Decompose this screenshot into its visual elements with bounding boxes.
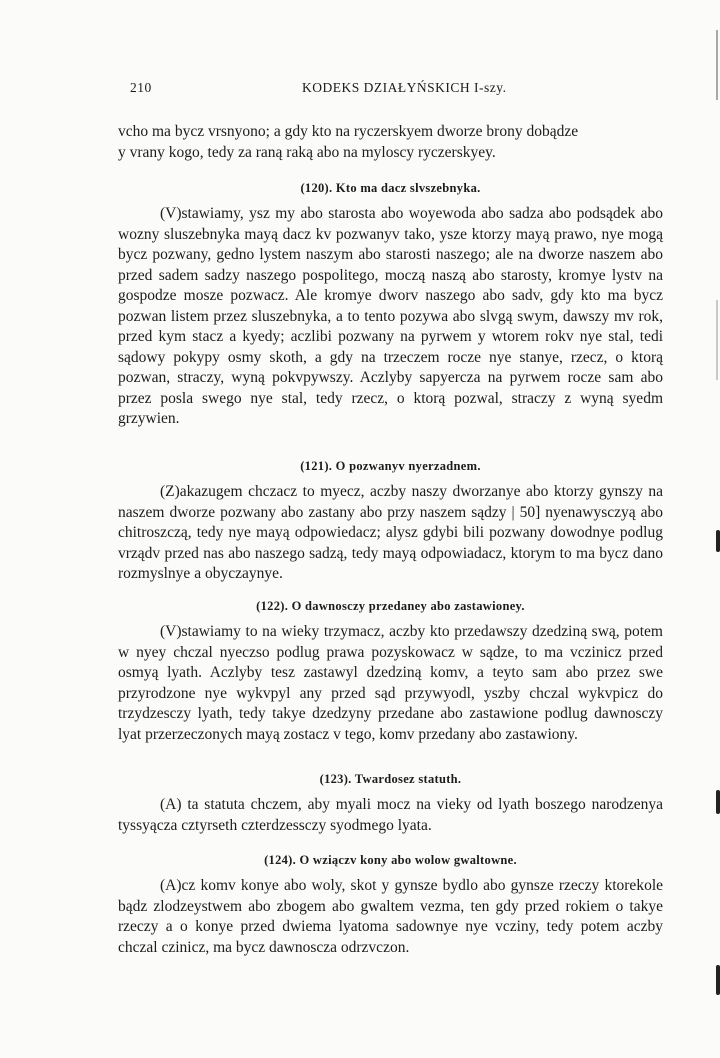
section-heading: (122). O dawnosczy przedaney abo zastawioney. — [256, 599, 525, 613]
section-heading: (120). Kto ma dacz slvszebnyka. — [300, 181, 481, 195]
section-120 — [118, 180, 663, 430]
page-edge-line — [716, 300, 718, 380]
page-edge-line — [716, 30, 718, 100]
section-text: (A)cz komv konye abo woly, skot y gynsze bydlo abo gynsze rzeczy ktorekole bądz zlodzeystwem abo zbogem abo gwaltem vezma, ten gdy przed rokiem o takye rzeczy a o konye przed dwiema lyatoma sadownye nye vcziny, tedy potem aczby chczal czinicz, ma bycz dawnoscza odrzvczon. — [118, 877, 663, 956]
page-edge-mark — [716, 530, 720, 552]
section-122 — [118, 598, 663, 745]
section-text: (V)stawiamy, ysz my abo starosta abo woyewoda abo sadza abo podsądek abo wozny sluszebnyka mayą dacz kv pozwanyv tako, ysze ktorzy mayą prawo, nye mogą bycz pozwany, gedno lystem naszym abo starosti naszego; ale na dworze naszem abo przed sadem sadzy naszego pospolitego, moczą naszą abo starosty, kromye lystv na gospodze mosze pozwacz. Ale kromye dworv naszego abo sadv, gdy kto ma bycz pozwan listem przez sluszebnyka, a to tento pozywa abo slvgą swym, dawszy mv rok, przed kym stacz a kyedy; aczlibi pozwany na pyrwem y wtorem rokv nye stal, tedi sądowy pokypy osmy skoth, a gdy na trzeczem rocze nye stanye, rzecz, o ktorą pozwan, straczy, wyną pokvpywszy. Aczlyby sapyercza na pyrwem rocze sam abo przez posla swego nye stal, tedy rzecz, o ktorą pozwal, straczy z wyną syedm grzywien. — [118, 205, 663, 427]
section-text: (A) ta statuta chczem, aby myali mocz na vieky od lyath boszego narodzenya tyssyącza cztyrseth czterdzessczy syodmego lyata. — [118, 796, 663, 834]
intro-line: vcho ma bycz vrsnyono; a gdy kto na ryczerskyem dworze brony dobądze — [118, 123, 579, 140]
section-124 — [118, 852, 663, 958]
page-edge-mark — [716, 790, 720, 814]
section-121 — [118, 458, 663, 585]
section-text: (Z)akazugem chczacz to myecz, aczby naszy dworzanye abo ktorzy gynszy na naszem dworze pozwany abo zastany abo przy naszem sądzy | 50] nyenawysczyą abo chitroszczą, tedy nye mayą odpowiedacz; alysz gdybi bili pozwany dowodnye podlug vrządv przed nas abo naszego sadzą, tedy mayą odpowiadacz, ktorym to ma bycz dano rozmyslnye a obyczaynye. — [118, 483, 663, 582]
intro-line: y vrany kogo, tedy za raną raką abo na myloscy ryczerskyey. — [118, 143, 496, 161]
section-heading: (121). O pozwanyv nyerzadnem. — [300, 459, 481, 473]
page-number: 210 — [130, 80, 152, 95]
section-text: (V)stawiamy to na wieky trzymacz, aczby kto przedawszy dzedziną swą, potem w nyey chczal nyeczso podlug prawa pozyskowacz w sądze, to ma vczinicz przed osmyą lyath. Aczlyby tesz zastawyl dzedziną komv, a teyto sam abo przez swe przyrodzone nye wykvpyl any przed sąd przywyodl, yszby chczal wykvpicz do trzydzesczy lyath, tedy takye dzedzyny przedane abo zastawione podlug dawnosczy lyat przerzeczonych mayą zostacz v tego, komv przedany abo zastawiony. — [118, 623, 663, 743]
intro-paragraph — [118, 122, 663, 163]
running-title: KODEKS DZIAŁYŃSKICH I-szy. — [302, 80, 507, 95]
section-heading: (124). O wziączv kony abo wolow gwaltowne. — [264, 853, 517, 867]
running-header — [130, 80, 655, 102]
section-heading: (123). Twardosez statuth. — [319, 772, 462, 786]
page-edge-mark — [716, 965, 720, 995]
section-123 — [118, 771, 663, 836]
